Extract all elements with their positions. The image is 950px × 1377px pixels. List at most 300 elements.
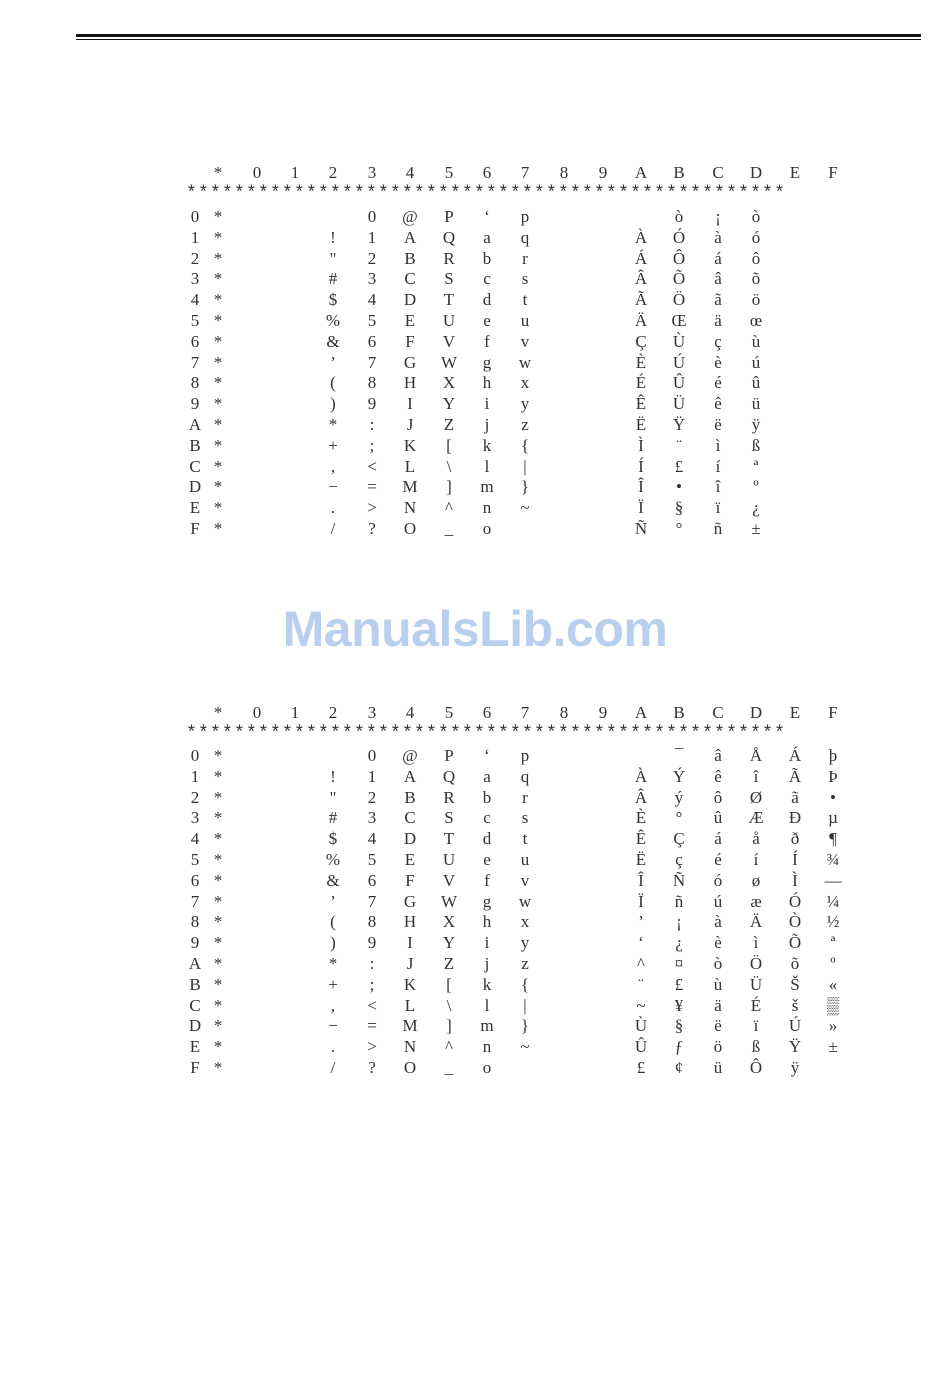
char-cell: z: [521, 954, 529, 973]
column-header: C: [712, 163, 724, 182]
column-header: 2: [328, 703, 338, 722]
char-cell: p: [520, 746, 530, 765]
char-cell: L: [404, 456, 416, 476]
char-cell: Á: [788, 746, 802, 765]
char-cell: û: [751, 373, 761, 393]
row-star: *: [213, 829, 223, 849]
char-cell: M: [402, 477, 418, 497]
char-cell: ò: [674, 207, 684, 226]
char-cell: X: [442, 912, 456, 932]
char-cell: k: [482, 435, 492, 455]
char-cell: Ù: [634, 1016, 648, 1036]
char-cell: ñ: [674, 891, 684, 911]
char-cell: ¼: [826, 891, 840, 911]
row-label: 8: [190, 912, 200, 932]
char-cell: Ë: [635, 850, 647, 869]
char-cell: ±: [828, 1037, 838, 1057]
char-cell: Ó: [788, 891, 802, 911]
row-star: *: [213, 498, 223, 518]
char-cell: 0: [367, 746, 377, 765]
row-star: *: [213, 290, 223, 310]
row-star: *: [213, 373, 223, 393]
char-cell: W: [440, 352, 458, 372]
char-cell: b: [482, 787, 492, 807]
char-cell: +: [328, 435, 338, 455]
char-cell: ^: [445, 1037, 453, 1057]
char-cell: §: [674, 498, 684, 518]
char-cell: õ: [751, 269, 761, 289]
char-cell: ,: [330, 995, 336, 1015]
row-star: *: [213, 954, 223, 973]
watermark: ManualsLib.com: [282, 601, 668, 657]
header-rule-thin: [76, 39, 921, 40]
row-label: B: [189, 974, 201, 994]
char-cell: −: [328, 1016, 338, 1036]
char-cell: O: [403, 519, 417, 538]
char-cell: Ü: [672, 394, 686, 414]
row-label: F: [190, 519, 200, 538]
char-cell: Š: [790, 974, 800, 994]
char-cell: a: [483, 227, 491, 247]
char-cell: v: [520, 870, 530, 890]
column-header: *: [213, 703, 223, 722]
row-star: *: [213, 1037, 223, 1057]
row-star: *: [213, 331, 223, 351]
column-header: 7: [520, 163, 530, 182]
row-star: *: [213, 435, 223, 455]
row-star: *: [213, 746, 223, 765]
char-cell: Ë: [635, 415, 647, 434]
column-header: 4: [405, 163, 415, 182]
char-cell: ?: [368, 1058, 376, 1077]
char-cell: |: [523, 995, 527, 1015]
column-header: 0: [252, 703, 262, 722]
row-star: *: [213, 311, 223, 330]
char-cell: M: [402, 1016, 418, 1036]
row-label: 1: [190, 227, 200, 247]
row-star: *: [213, 850, 223, 869]
char-cell: =: [367, 477, 377, 497]
column-header: 6: [482, 703, 492, 722]
char-cell: È: [635, 352, 647, 372]
char-cell: X: [442, 373, 456, 393]
column-header: E: [789, 163, 801, 182]
column-header: E: [789, 703, 801, 722]
char-cell: Í: [638, 456, 644, 476]
char-cell: 1: [367, 227, 377, 247]
char-cell: }: [520, 1016, 530, 1036]
char-cell: å: [752, 829, 760, 849]
char-cell: 7: [367, 891, 377, 911]
char-cell: Ì: [638, 435, 644, 455]
char-cell: ^: [445, 498, 453, 518]
char-cell: ): [330, 933, 336, 953]
char-cell: R: [443, 787, 455, 807]
char-cell: B: [404, 787, 416, 807]
char-cell: ¾: [826, 850, 840, 869]
char-cell: ù: [751, 331, 761, 351]
char-cell: x: [520, 912, 530, 932]
column-header: F: [828, 163, 838, 182]
char-cell: ~: [636, 995, 646, 1015]
char-cell: I: [407, 394, 413, 414]
char-cell: 7: [367, 352, 377, 372]
char-cell: ä: [714, 995, 722, 1015]
column-header: 0: [252, 163, 262, 182]
char-cell: f: [484, 870, 490, 890]
char-cell: Y: [442, 933, 456, 953]
char-cell: ,: [330, 456, 336, 476]
row-label: B: [189, 435, 201, 455]
row-label: A: [188, 415, 202, 434]
char-cell: ç: [714, 331, 722, 351]
char-cell: ’: [638, 912, 644, 932]
char-cell: g: [482, 891, 492, 911]
char-cell: Ï: [638, 498, 644, 518]
char-cell: ö: [751, 290, 761, 310]
column-header: B: [673, 163, 685, 182]
row-label: 8: [190, 373, 200, 393]
char-cell: Y: [442, 394, 456, 414]
char-cell: u: [520, 850, 530, 869]
char-cell: P: [444, 207, 454, 226]
char-cell: n: [482, 498, 492, 518]
row-label: 9: [190, 394, 200, 414]
char-cell: ^: [637, 954, 645, 973]
char-cell: <: [367, 456, 377, 476]
char-cell: I: [407, 933, 413, 953]
char-cell: ¨: [638, 974, 644, 994]
char-cell: E: [404, 850, 416, 869]
row-label: 1: [190, 766, 200, 786]
column-header: 8: [559, 703, 569, 722]
char-cell: À: [634, 766, 648, 786]
char-cell: −: [328, 477, 338, 497]
char-cell: £: [674, 456, 684, 476]
char-cell: w: [518, 891, 532, 911]
char-cell: y: [520, 394, 530, 414]
char-cell: %: [325, 850, 341, 869]
char-cell: Ó: [672, 227, 686, 247]
row-star: *: [213, 352, 223, 372]
column-header: 8: [559, 163, 569, 182]
char-cell: û: [713, 808, 723, 828]
char-cell: Û: [634, 1037, 648, 1057]
char-cell: b: [482, 248, 492, 268]
char-cell: â: [714, 269, 722, 289]
char-cell: ã: [714, 290, 722, 310]
char-cell: m: [480, 477, 494, 497]
char-cell: N: [403, 1037, 417, 1057]
char-cell: *: [328, 415, 338, 434]
char-cell: 1: [367, 766, 377, 786]
char-cell: B: [404, 248, 416, 268]
char-cell: ú: [713, 891, 723, 911]
row-star: *: [213, 787, 223, 807]
char-cell: P: [444, 746, 454, 765]
char-cell: F: [405, 331, 415, 351]
char-cell: 0: [367, 207, 377, 226]
char-cell: í: [753, 850, 759, 869]
char-cell: V: [442, 870, 456, 890]
char-cell: •: [676, 477, 682, 497]
char-cell: \: [446, 456, 452, 476]
char-cell: ¥: [674, 995, 684, 1015]
char-cell: Ý: [672, 766, 686, 786]
char-cell: .: [330, 1037, 336, 1057]
char-cell: º: [753, 477, 759, 497]
char-cell: Ê: [635, 829, 647, 849]
char-cell: ‘: [484, 207, 490, 226]
char-cell: T: [443, 290, 455, 310]
char-cell: £: [636, 1058, 646, 1077]
char-cell: K: [403, 435, 417, 455]
char-cell: R: [443, 248, 455, 268]
char-cell: Ñ: [672, 870, 686, 890]
char-cell: ª: [830, 933, 836, 953]
char-cell: (: [330, 373, 336, 393]
char-cell: ’: [330, 891, 336, 911]
char-cell: ï: [753, 1016, 759, 1036]
char-cell: }: [520, 477, 530, 497]
char-cell: Q: [442, 227, 456, 247]
char-cell: ‘: [638, 933, 644, 953]
column-header: 1: [290, 703, 300, 722]
row-star: *: [213, 933, 223, 953]
char-cell: °: [675, 519, 683, 538]
char-cell: Â: [634, 787, 648, 807]
char-cell: ä: [714, 311, 722, 330]
char-cell: Ü: [749, 974, 763, 994]
row-star: *: [213, 456, 223, 476]
char-cell: $: [328, 290, 338, 310]
column-header: 3: [367, 703, 377, 722]
row-star: *: [213, 912, 223, 932]
char-cell: Ÿ: [788, 1037, 802, 1057]
char-cell: 6: [367, 331, 377, 351]
char-cell: @: [402, 746, 418, 765]
char-cell: 8: [367, 373, 377, 393]
char-cell: ±: [751, 519, 761, 538]
char-cell: W: [440, 891, 458, 911]
char-cell: g: [482, 352, 492, 372]
char-cell: Ã: [634, 290, 648, 310]
char-cell: Ê: [635, 394, 647, 414]
char-cell: L: [404, 995, 416, 1015]
char-cell: v: [520, 331, 530, 351]
char-cell: ó: [713, 870, 723, 890]
column-header: A: [634, 163, 648, 182]
column-header: D: [749, 163, 763, 182]
char-cell: Ä: [634, 311, 648, 330]
char-cell: 8: [367, 912, 377, 932]
char-cell: š: [791, 995, 799, 1015]
char-cell: :: [369, 954, 375, 973]
char-cell: y: [520, 933, 530, 953]
char-cell: ß: [751, 435, 761, 455]
char-cell: ð: [790, 829, 800, 849]
char-cell: Ú: [788, 1016, 802, 1036]
char-cell: ò: [713, 954, 723, 973]
char-cell: 6: [367, 870, 377, 890]
row-star: *: [213, 415, 223, 434]
char-cell: Ä: [749, 912, 763, 932]
char-cell: j: [484, 954, 490, 973]
char-cell: =: [367, 1016, 377, 1036]
char-cell: è: [714, 352, 722, 372]
char-cell: ç: [675, 850, 683, 869]
char-cell: Î: [638, 477, 644, 497]
char-cell: £: [674, 974, 684, 994]
row-label: 3: [190, 808, 200, 828]
char-cell: +: [328, 974, 338, 994]
char-cell: Ã: [788, 766, 802, 786]
char-cell: ;: [369, 974, 375, 994]
char-cell: »: [828, 1016, 838, 1036]
char-cell: ì: [715, 435, 721, 455]
char-cell: ü: [751, 394, 761, 414]
row-label: 9: [190, 933, 200, 953]
char-cell: ¿: [752, 498, 760, 518]
char-cell: ò: [751, 207, 761, 226]
char-cell: Ö: [672, 290, 686, 310]
char-cell: _: [444, 1058, 454, 1077]
char-cell: Î: [638, 870, 644, 890]
char-cell: (: [330, 912, 336, 932]
char-cell: k: [482, 974, 492, 994]
char-cell: E: [404, 311, 416, 330]
char-cell: §: [674, 1016, 684, 1036]
char-cell: á: [714, 248, 722, 268]
char-cell: Æ: [748, 808, 764, 828]
char-cell: ú: [751, 352, 761, 372]
char-cell: í: [715, 456, 721, 476]
char-cell: Z: [443, 954, 455, 973]
row-label: 5: [190, 311, 200, 330]
column-header: 5: [444, 703, 454, 722]
column-header: F: [828, 703, 838, 722]
char-cell: ): [330, 394, 336, 414]
char-cell: Ú: [672, 352, 686, 372]
char-cell: i: [484, 394, 490, 414]
char-cell: D: [403, 829, 417, 849]
char-cell: Á: [634, 248, 648, 268]
char-cell: ;: [369, 435, 375, 455]
row-label: E: [189, 1037, 201, 1057]
char-cell: •: [830, 787, 836, 807]
char-cell: °: [675, 808, 683, 828]
char-cell: ]: [446, 477, 452, 497]
char-cell: <: [367, 995, 377, 1015]
char-cell: Ÿ: [672, 415, 686, 434]
char-cell: 4: [367, 290, 377, 310]
char-cell: ê: [714, 766, 722, 786]
char-cell: ý: [674, 787, 684, 807]
char-cell: A: [403, 766, 417, 786]
char-cell: Ò: [788, 912, 802, 932]
row-label: D: [188, 477, 202, 497]
char-cell: ‘: [484, 746, 490, 765]
column-header: 7: [520, 703, 530, 722]
char-cell: ó: [751, 227, 761, 247]
char-cell: U: [442, 850, 456, 869]
char-cell: @: [402, 207, 418, 226]
char-cell: ¯: [674, 746, 684, 765]
char-cell: Œ: [671, 311, 687, 330]
char-cell: m: [480, 1016, 494, 1036]
char-cell: ▒: [826, 995, 840, 1015]
row-label: 4: [190, 829, 200, 849]
char-cell: Ç: [635, 331, 647, 351]
char-cell: .: [330, 498, 336, 518]
char-cell: È: [635, 808, 647, 828]
row-label: D: [188, 1016, 202, 1036]
char-cell: $: [328, 829, 338, 849]
column-header: D: [749, 703, 763, 722]
column-header: 9: [598, 163, 608, 182]
char-cell: c: [483, 269, 491, 289]
char-cell: õ: [790, 954, 800, 973]
row-star: *: [213, 1058, 223, 1077]
row-star: *: [213, 269, 223, 289]
char-cell: ’: [330, 352, 336, 372]
char-cell: ~: [520, 498, 530, 518]
char-cell: ß: [751, 1037, 761, 1057]
char-cell: ?: [368, 519, 376, 538]
char-cell: ¢: [674, 1058, 684, 1077]
char-cell: o: [482, 1058, 492, 1077]
char-cell: [: [446, 435, 452, 455]
row-label: 7: [190, 891, 200, 911]
column-header: 5: [444, 163, 454, 182]
char-cell: ¡: [715, 207, 721, 226]
column-header: C: [712, 703, 724, 722]
row-label: 3: [190, 269, 200, 289]
char-cell: é: [714, 373, 722, 393]
row-label: 2: [190, 787, 200, 807]
char-cell: Õ: [788, 933, 802, 953]
char-cell: Í: [792, 850, 798, 869]
char-cell: {: [520, 974, 530, 994]
char-cell: ñ: [713, 519, 723, 538]
char-cell: ½: [826, 912, 840, 932]
char-cell: Ç: [673, 829, 685, 849]
char-cell: ¤: [674, 954, 684, 973]
char-cell: œ: [749, 311, 763, 330]
char-cell: [: [446, 974, 452, 994]
char-cell: O: [403, 1058, 417, 1077]
char-cell: Ö: [749, 954, 763, 973]
char-cell: Ø: [749, 787, 763, 807]
row-star: *: [213, 394, 223, 414]
char-cell: e: [483, 311, 491, 330]
char-cell: %: [325, 311, 341, 330]
row-label: 6: [190, 331, 200, 351]
char-cell: r: [522, 787, 528, 807]
char-cell: T: [443, 829, 455, 849]
char-cell: Q: [442, 766, 456, 786]
char-cell: f: [484, 331, 490, 351]
char-cell: o: [482, 519, 492, 538]
char-cell: î: [753, 766, 759, 786]
char-cell: É: [635, 373, 647, 393]
char-cell: ù: [713, 974, 723, 994]
char-cell: «: [828, 974, 838, 994]
char-cell: ¿: [675, 933, 683, 953]
char-cell: H: [403, 373, 417, 393]
char-cell: G: [403, 891, 417, 911]
char-cell: S: [444, 269, 454, 289]
